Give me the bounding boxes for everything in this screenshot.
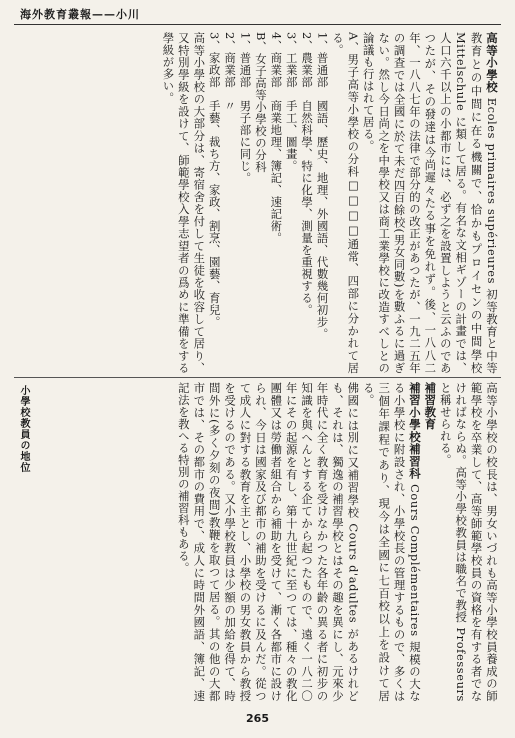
paragraph xyxy=(283,32,298,374)
paragraph-text: 2、商業部 〃 xyxy=(223,32,238,112)
page-number: 265 xyxy=(246,712,269,725)
running-header: 海外教育叢報——小川 xyxy=(20,8,140,21)
paragraph-text: 佛國には別に又補習學校 Cours d'adultes があるけれども、それは、獨逸の補習學校とはその趣を異にし、元來少年時代に全く教育を受けなかつた各年齡の異る者に初步の知識を與へんとする企てから起つたもので、遠く一八二〇年にその起源を有し、第十九世紀に至つては、種々の教化團體又は勞働者組合から補助を受けて、漸く各都市に設けられ、今日は國家及び都市の補助を受けるに及んだ。從つて成人に對する教育を主とし、小學校の男女教員から教授を受けるのである。又小學校教員は少額の加給を得て、時間外に(多く夕刻の夜間)教鞭を取つて居る。其の他の大都市では、その都市の費用で、成人に時間外國語、簿記、速記法を教へる特別の補習科もある。 xyxy=(176,382,361,702)
paragraph xyxy=(206,32,221,374)
section-divider xyxy=(14,377,501,378)
section-heading-teacher-status: 小學校教員の地位 xyxy=(18,385,29,473)
paragraph-text: 2、農業部 自然科學、特に化學、測量を重視する。 xyxy=(300,32,315,316)
paragraph xyxy=(160,32,206,374)
paragraph xyxy=(314,32,329,374)
paragraph-text: 3、工業部 手工、圖畫。 xyxy=(284,32,299,172)
paragraph-text: B、女子高等小學校の分科 xyxy=(253,32,268,173)
paragraph-text: 4、商業部 商業地理、簿記、速記術。 xyxy=(269,32,284,244)
header-rule xyxy=(14,24,501,25)
paragraph xyxy=(360,382,422,702)
paragraph-text: 1、普通部 國語、歷史、地理、外國語、代數幾何初步。 xyxy=(315,32,330,340)
paragraph xyxy=(175,382,360,702)
paragraph-text: Ecoles primaires supérieures 初等教育と中等教育との中間に在る機關で、恰かもプロイセンの中間學校 Mittelschule に類して居る。有名な文相ギゾーの計畫では、人口六千以上の小都市には、必ず之を設置しようと云ふのであつたが、その發達は今尚遲々たる事を免れず。後、一八八二年、一八八七年の法律で部分的の改正があつたが、一九二五年の調査では全國に於て未だ四百餘校(男女同數)を數ふるに過ぎない。然し今日尚之を中學校又は商工業學校に改造すべしとの論議も行はれて居る。 xyxy=(361,32,499,374)
paragraph-text: Cours Complémentaires 規模の大なる小學校に附設され、小學校長の管理するもので、多くは三個年課程であり、現今は全國に七百校以上を設けて居る。 xyxy=(361,382,422,702)
paragraph xyxy=(360,32,499,374)
paragraph xyxy=(330,32,361,374)
paragraph-heading: 補習小學校補習科 xyxy=(407,382,422,480)
paragraph xyxy=(253,32,268,374)
lower-text-block xyxy=(24,382,499,702)
paragraph xyxy=(237,32,252,374)
paragraph-text: 高等小學校の校長は、男女いづれも高等小學校員養成の師範學校を卒業して、高等師範學校員の資格を有する者でなければならぬ。高等小學校教員は職名で教授 Professeurs と稱せられる。 xyxy=(438,382,499,702)
upper-text-block xyxy=(24,32,499,374)
paragraph xyxy=(299,32,314,374)
paragraph-heading: 高等小學校 xyxy=(485,32,499,94)
paragraph xyxy=(222,32,237,374)
paragraph-text: 3、家政部 手藝、裁ち方、家政、割烹、園藝、育兒。 xyxy=(207,32,222,328)
paragraph-text: 1、普通部 男子部に同じ。 xyxy=(238,32,253,184)
paragraph xyxy=(437,382,499,702)
paragraph-text: 高等小學校の大部分は、寄宿舍を付して生徒を收容して居り、又特別學級を設けて、師範學校入學志望者の爲めに準備をする學級が多い。 xyxy=(161,32,207,374)
paragraph xyxy=(268,32,283,374)
paragraph xyxy=(422,382,437,702)
paragraph-text: A、男子高等小學校の分科□□□□通常、四部に分かれて居る。 xyxy=(330,32,361,374)
paragraph-heading: 補習教育 xyxy=(423,382,438,430)
